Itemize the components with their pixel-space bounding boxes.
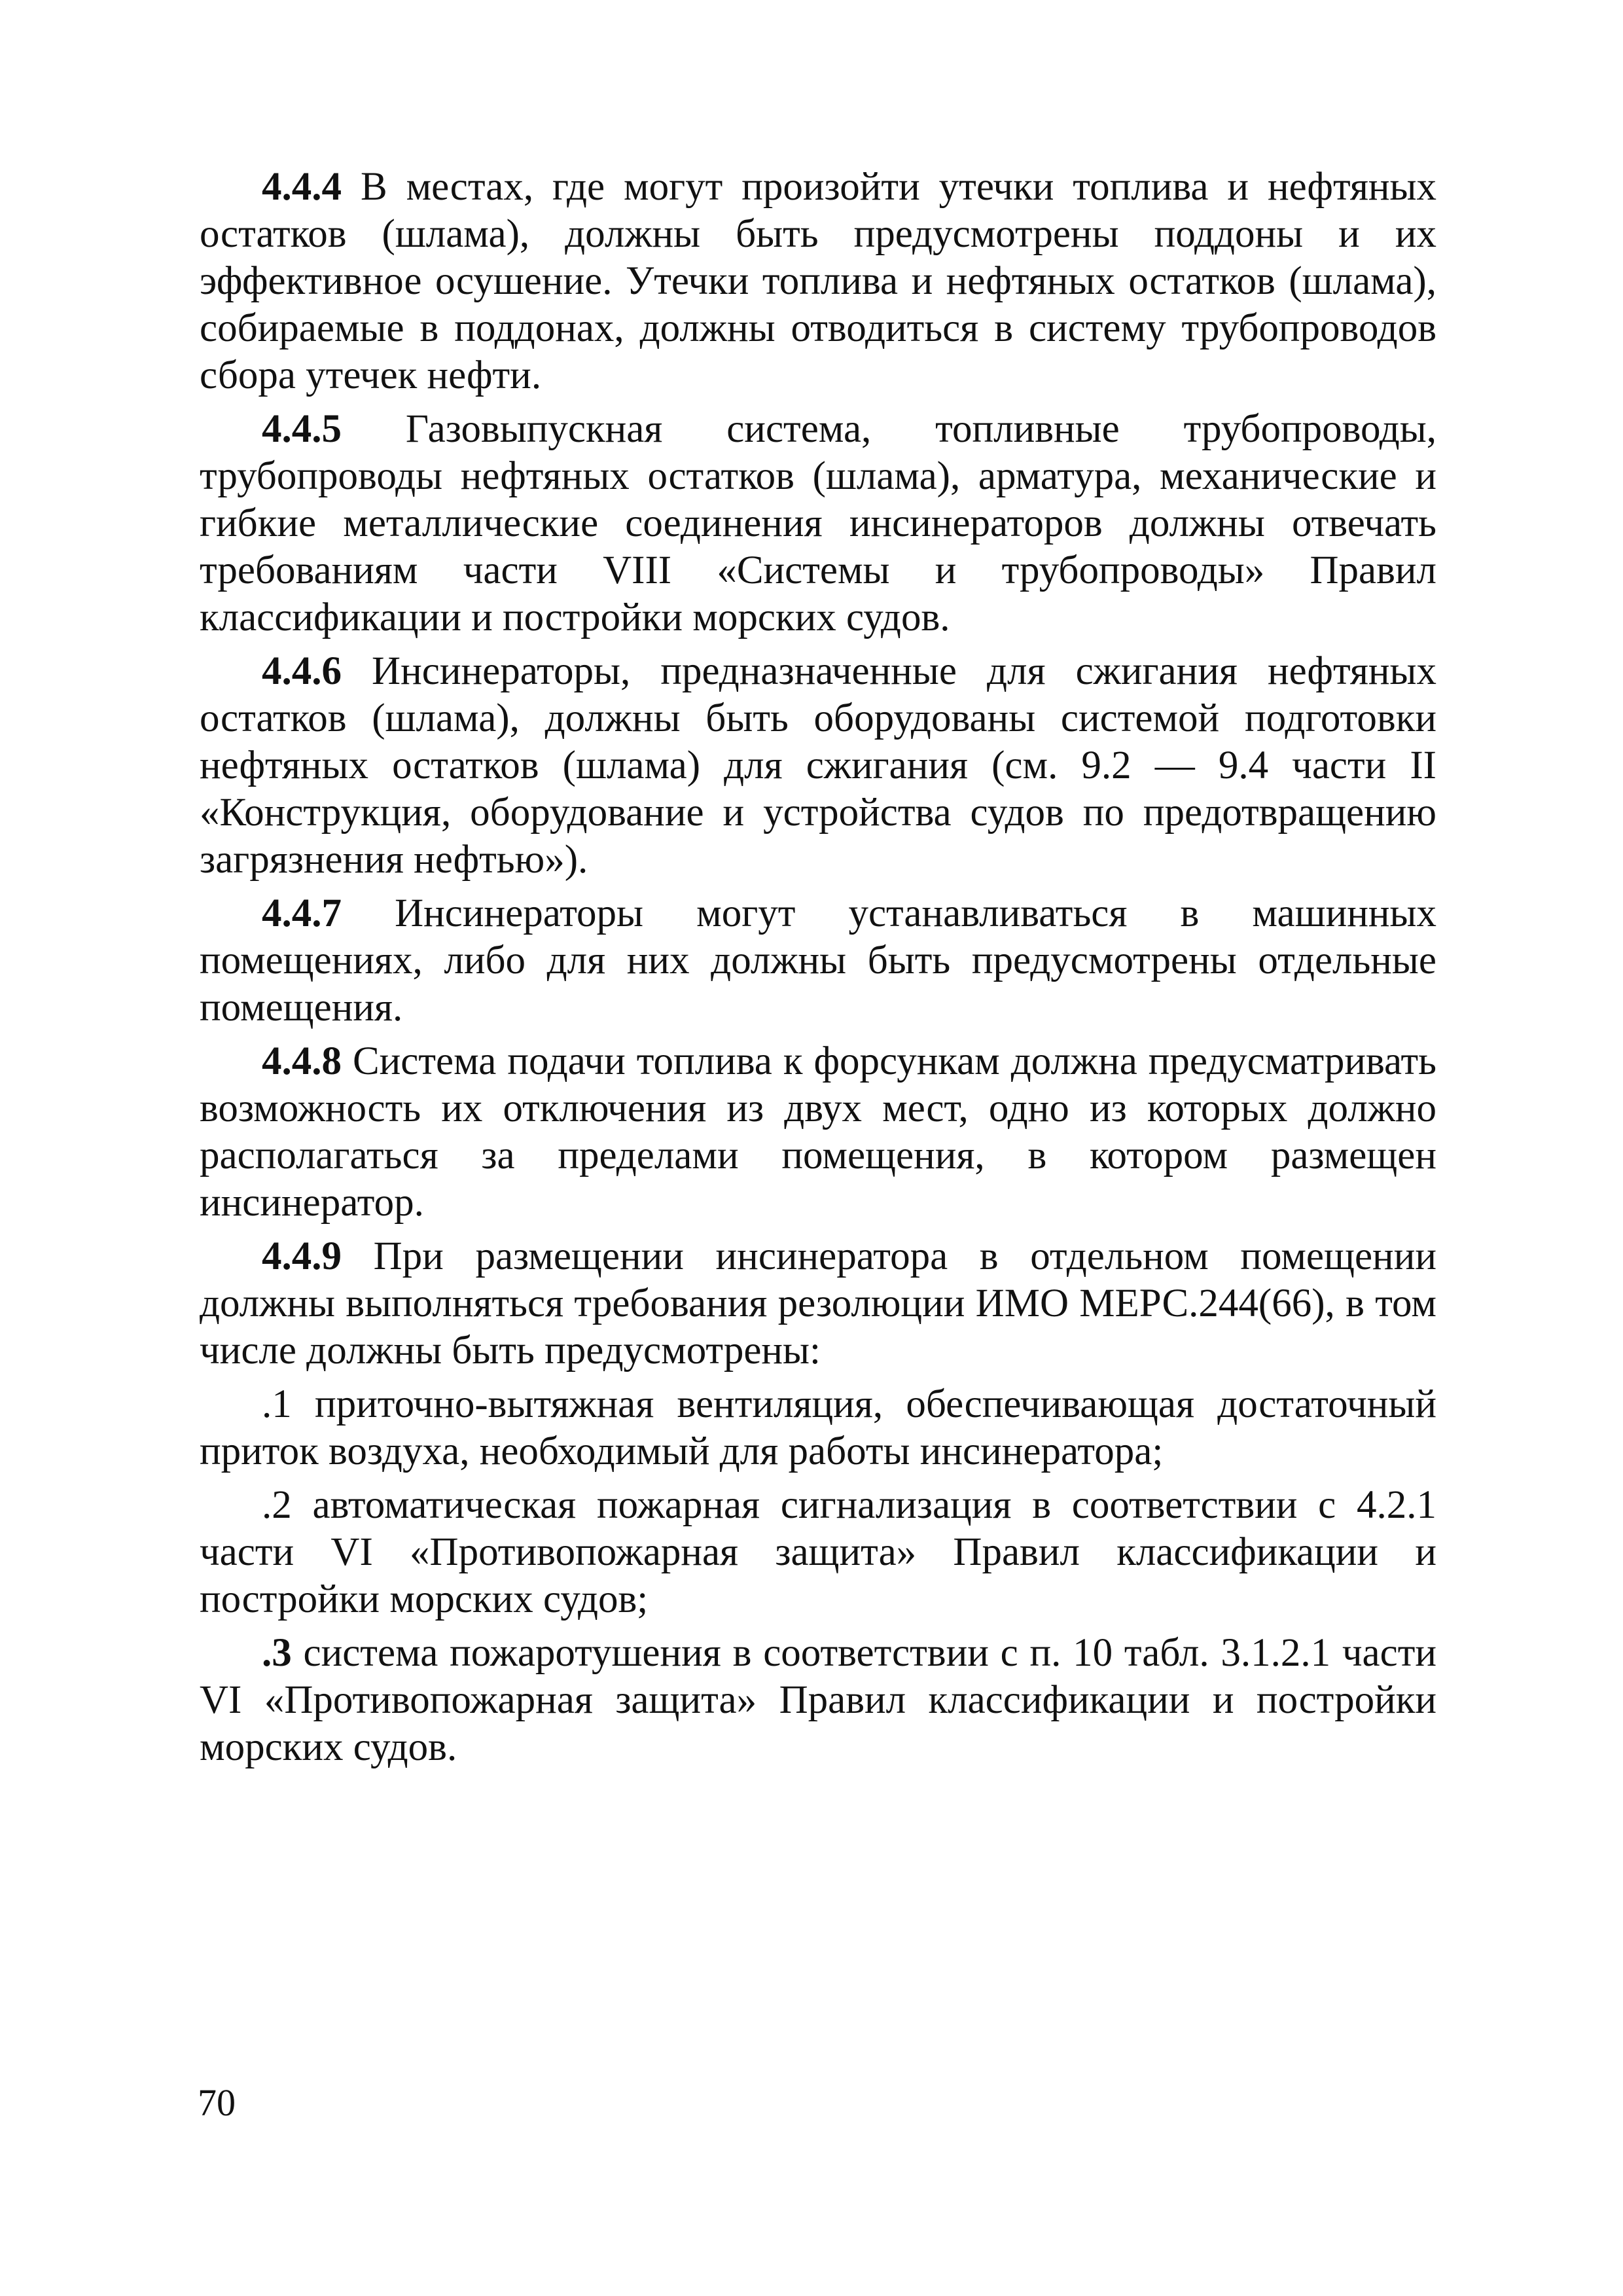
list-item-number: .1 — [262, 1382, 292, 1426]
clause-text: Газовыпускная система, топливные трубопроводы, трубопроводы нефтяных остатков (шлама), арматура, механические и гибкие металлические соединения инсинераторов должны отвечать требованиям части VIII «Системы и трубопроводы» Правил классификации и постройки морских судов. — [200, 407, 1436, 639]
paragraph-4-4-7 — [200, 890, 1436, 1031]
paragraph-4-4-4 — [200, 164, 1436, 399]
list-item-number: .2 — [262, 1483, 292, 1527]
clause-number: 4.4.5 — [262, 407, 342, 451]
clause-text: Инсинераторы могут устанавливаться в машинных помещениях, либо для них должны быть предусмотрены отдельные помещения. — [200, 891, 1436, 1030]
page-number: 70 — [198, 2081, 236, 2124]
clause-text: В местах, где могут произойти утечки топлива и нефтяных остатков (шлама), должны быть предусмотрены поддоны и их эффективное осушение. Утечки топлива и нефтяных остатков (шлама), собираемые в поддонах, должны отводиться в систему трубопроводов сбора утечек нефти. — [200, 165, 1436, 397]
clause-number: 4.4.6 — [262, 649, 342, 693]
list-item-2 — [200, 1482, 1436, 1623]
list-item-text: автоматическая пожарная сигнализация в соответствии с 4.2.1 части VI «Противопожарная защита» Правил классификации и постройки морских судов; — [200, 1483, 1436, 1621]
clause-number: 4.4.8 — [262, 1039, 342, 1083]
paragraph-4-4-5 — [200, 406, 1436, 641]
clause-text: Инсинераторы, предназначенные для сжигания нефтяных остатков (шлама), должны быть оборудованы системой подготовки нефтяных остатков (шлама) для сжигания (см. 9.2 — 9.4 части II «Конструкция, оборудование и устройства судов по предотвращению загрязнения нефтью»). — [200, 649, 1436, 882]
clause-number: 4.4.4 — [262, 165, 342, 209]
list-item-1 — [200, 1381, 1436, 1475]
list-item-text: система пожаротушения в соответствии с п. 10 табл. 3.1.2.1 части VI «Противопожарная защита» Правил классификации и постройки морских судов. — [200, 1631, 1436, 1769]
list-item-number: .3 — [262, 1631, 292, 1675]
paragraph-4-4-9 — [200, 1233, 1436, 1374]
clause-number: 4.4.7 — [262, 891, 342, 935]
clause-text: При размещении инсинератора в отдельном помещении должны выполняться требования резолюции ИМО МЕРС.244(66), в том числе должны быть предусмотрены: — [200, 1234, 1436, 1372]
paragraph-4-4-6 — [200, 648, 1436, 884]
clause-text: Система подачи топлива к форсункам должна предусматривать возможность их отключения из двух мест, одно из которых должно располагаться за пределами помещения, в котором размещен инсинератор. — [200, 1039, 1436, 1225]
list-item-3 — [200, 1630, 1436, 1771]
clause-number: 4.4.9 — [262, 1234, 342, 1278]
paragraph-4-4-8 — [200, 1038, 1436, 1227]
list-item-text: приточно-вытяжная вентиляция, обеспечивающая достаточный приток воздуха, необходимый для работы инсинератора; — [200, 1382, 1436, 1473]
body-text — [200, 164, 1436, 1778]
